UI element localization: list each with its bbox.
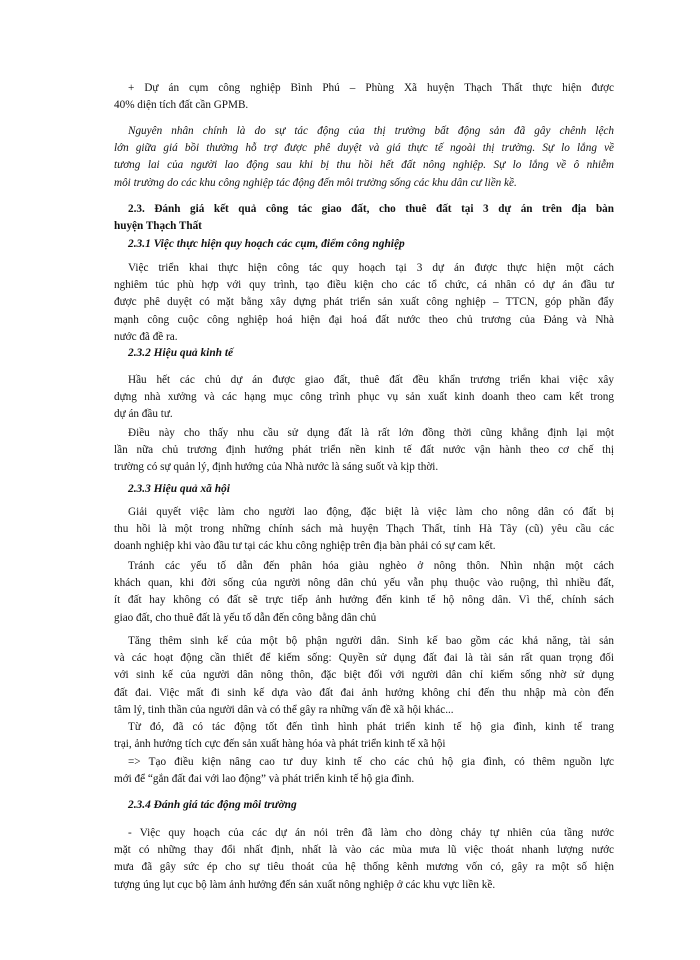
paragraph-social-conclusion [114, 754, 614, 788]
text-line: Điều này cho thấy nhu cầu sử dụng đất là rất lớn đồng thời cũng khẳng định lại một [128, 427, 614, 439]
paragraph-economic-2 [114, 425, 614, 477]
text-line: khách quan, khi đời sống của người nông dân chủ yếu vẫn phụ thuộc vào ruộng, thì nhiều đất, [114, 577, 614, 590]
text-line: mới để “gắn đất đai với lao động” và phát triển kinh tế hộ gia đình. [114, 773, 415, 786]
text-line: thu hồi là một trong những chính sách mà huyện Thạch Thất, tỉnh Hà Tây (cũ) yêu cầu các [114, 523, 614, 536]
text-line: Tăng thêm sinh kế của một bộ phận người dân. Sinh kế bao gồm các khả năng, tài sản [128, 635, 614, 647]
heading-2-3-4: 2.3.4 Đánh giá tác động môi trường [128, 799, 297, 811]
text-line: trại, ảnh hưởng tích cực đến sản xuất hàng hóa và phát triển kinh tế xã hội [114, 738, 446, 751]
text-line: doanh nghiệp khi vào đầu tư tại các khu công nghiệp trên địa bàn phải có sự cam kết. [114, 540, 496, 553]
text-line: dựng nhà xưởng và các hạng mục công trình phục vụ sản xuất kinh doanh theo cam kết trong [114, 391, 614, 404]
text-line: tượng úng lụt cục bộ làm ảnh hưởng đến sản xuất nông nghiệp ở các khu vực liền kề. [114, 878, 496, 891]
text-line: Nguyên nhân chính là do sự tác động của thị trường bất động sản đã gây chênh lệch [128, 125, 614, 137]
text-line: Giải quyết việc làm cho người lao động, đặc biệt là việc làm cho nông dân có đất bị [128, 506, 614, 518]
heading-2-3 [114, 201, 614, 235]
text-line: nước đã đề ra. [114, 330, 178, 343]
heading-2-3-1: 2.3.1 Việc thực hiện quy hoạch các cụm, điểm công nghiệp [128, 238, 405, 250]
text-line: giao đất, cho thuê đất là yếu tố dẫn đến công bằng dân chủ [114, 611, 377, 624]
text-line: đất đai. Việc mất đi sinh kế dựa vào đất đai ảnh hưởng không chỉ đến thu nhập mà còn đến [114, 686, 614, 699]
paragraph-main-cause [114, 123, 614, 192]
text-line: với sinh kế của người dân nông thôn, đặc biệt đối với người dân chỉ kiếm sống nhờ sử dụng [114, 669, 614, 682]
text-line: tương lai của người lao động sau khi bị thu hồi hết đất nông nghiệp. Sự lo lắng về ô nhiễm [114, 159, 614, 172]
text-line: huyện Thạch Thất [114, 220, 202, 233]
text-line: tâm lý, tinh thần của người dân và có thể gây ra những vấn đề xã hội khác... [114, 703, 454, 716]
paragraph-social-1 [114, 504, 614, 556]
paragraph-social-4 [114, 719, 614, 753]
text-line: ít đất hay không có đất sẽ trực tiếp ảnh hưởng đến kinh tế hộ nông dân. Vì thế, chính sách [114, 594, 614, 607]
paragraph-planning [114, 260, 614, 346]
text-line: Hầu hết các chủ dự án được giao đất, thuê đất đều khẩn trương triển khai việc xây [128, 374, 614, 386]
text-line: được phê duyệt có mặt bằng xây dựng phát triển sản xuất công nghiệp – TTCN, góp phần đẩy [114, 296, 614, 309]
heading-2-3-3: 2.3.3 Hiệu quả xã hội [128, 483, 230, 495]
paragraph-economic-1 [114, 372, 614, 424]
paragraph-binh-phu-project [114, 80, 614, 114]
text-line: Tránh các yếu tố dẫn đến phân hóa giàu nghèo ở nông thôn. Nhìn nhận một cách [128, 560, 614, 572]
text-line: - Việc quy hoạch của các dự án nói trên đã làm cho dòng chảy tự nhiên của tầng nước [128, 827, 614, 839]
text-line: mạnh công cuộc công nghiệp hoá hiện đại hoá đất nước theo chủ trương của Đảng và Nhà [114, 313, 614, 326]
text-line: dự án đầu tư. [114, 408, 173, 421]
paragraph-social-3 [114, 633, 614, 719]
text-line: môi trường do các khu công nghiệp tác động đến môi trường sống các khu dân cư liền kề. [114, 176, 517, 189]
paragraph-social-2 [114, 558, 614, 627]
text-line: mặt có những thay đổi nhất định, nhất là vào các mùa mưa lũ việc thoát nhanh lượng nước [114, 844, 614, 857]
text-line: Việc triển khai thực hiện công tác quy hoạch tại 3 dự án được thực hiện một cách [128, 262, 614, 274]
heading-2-3-2: 2.3.2 Hiệu quả kinh tế [128, 347, 234, 359]
paragraph-environment [114, 825, 614, 894]
text-line: trường có sự quản lý, định hướng của Nhà nước là sáng suốt và kịp thời. [114, 461, 439, 474]
text-line: 2.3. Đánh giá kết quả công tác giao đất, cho thuê đất tại 3 dự án trên địa bàn [128, 203, 614, 215]
text-line: và các hoạt động cần thiết để kiếm sống: Quyền sử dụng đất đai là tài sản rất quan trọng đối [114, 652, 614, 665]
text-line: lần nữa chủ trương định hướng phát triển nền kinh tế đất nước vận hành theo cơ chế thị [114, 444, 614, 457]
text-line: Từ đó, đã có tác động tốt đến tình hình phát triển kinh tế hộ gia đình, kinh tế trang [128, 721, 614, 733]
text-line: nghiêm túc phù hợp với quy trình, tạo điều kiện cho các tổ chức, cá nhân có dự án đầu tư [114, 279, 614, 292]
text-line: => Tạo điều kiện nâng cao tư duy kinh tế cho các chủ hộ gia đình, có thêm nguồn lực [128, 756, 614, 768]
text-line: mưa đã gây sức ép cho sự tiêu thoát của hệ thống kênh mương vốn có, gây ra một số hiện [114, 861, 614, 874]
text-line: + Dự án cụm công nghiệp Bình Phú – Phùng Xã huyện Thạch Thất thực hiện được [128, 82, 614, 94]
text-line: lớn giữa giá bồi thường hỗ trợ được phê duyệt và giá thực tế ngoài thị trường. Sự lo lắng về [114, 142, 614, 155]
text-line: 40% diện tích đất cần GPMB. [114, 99, 249, 112]
